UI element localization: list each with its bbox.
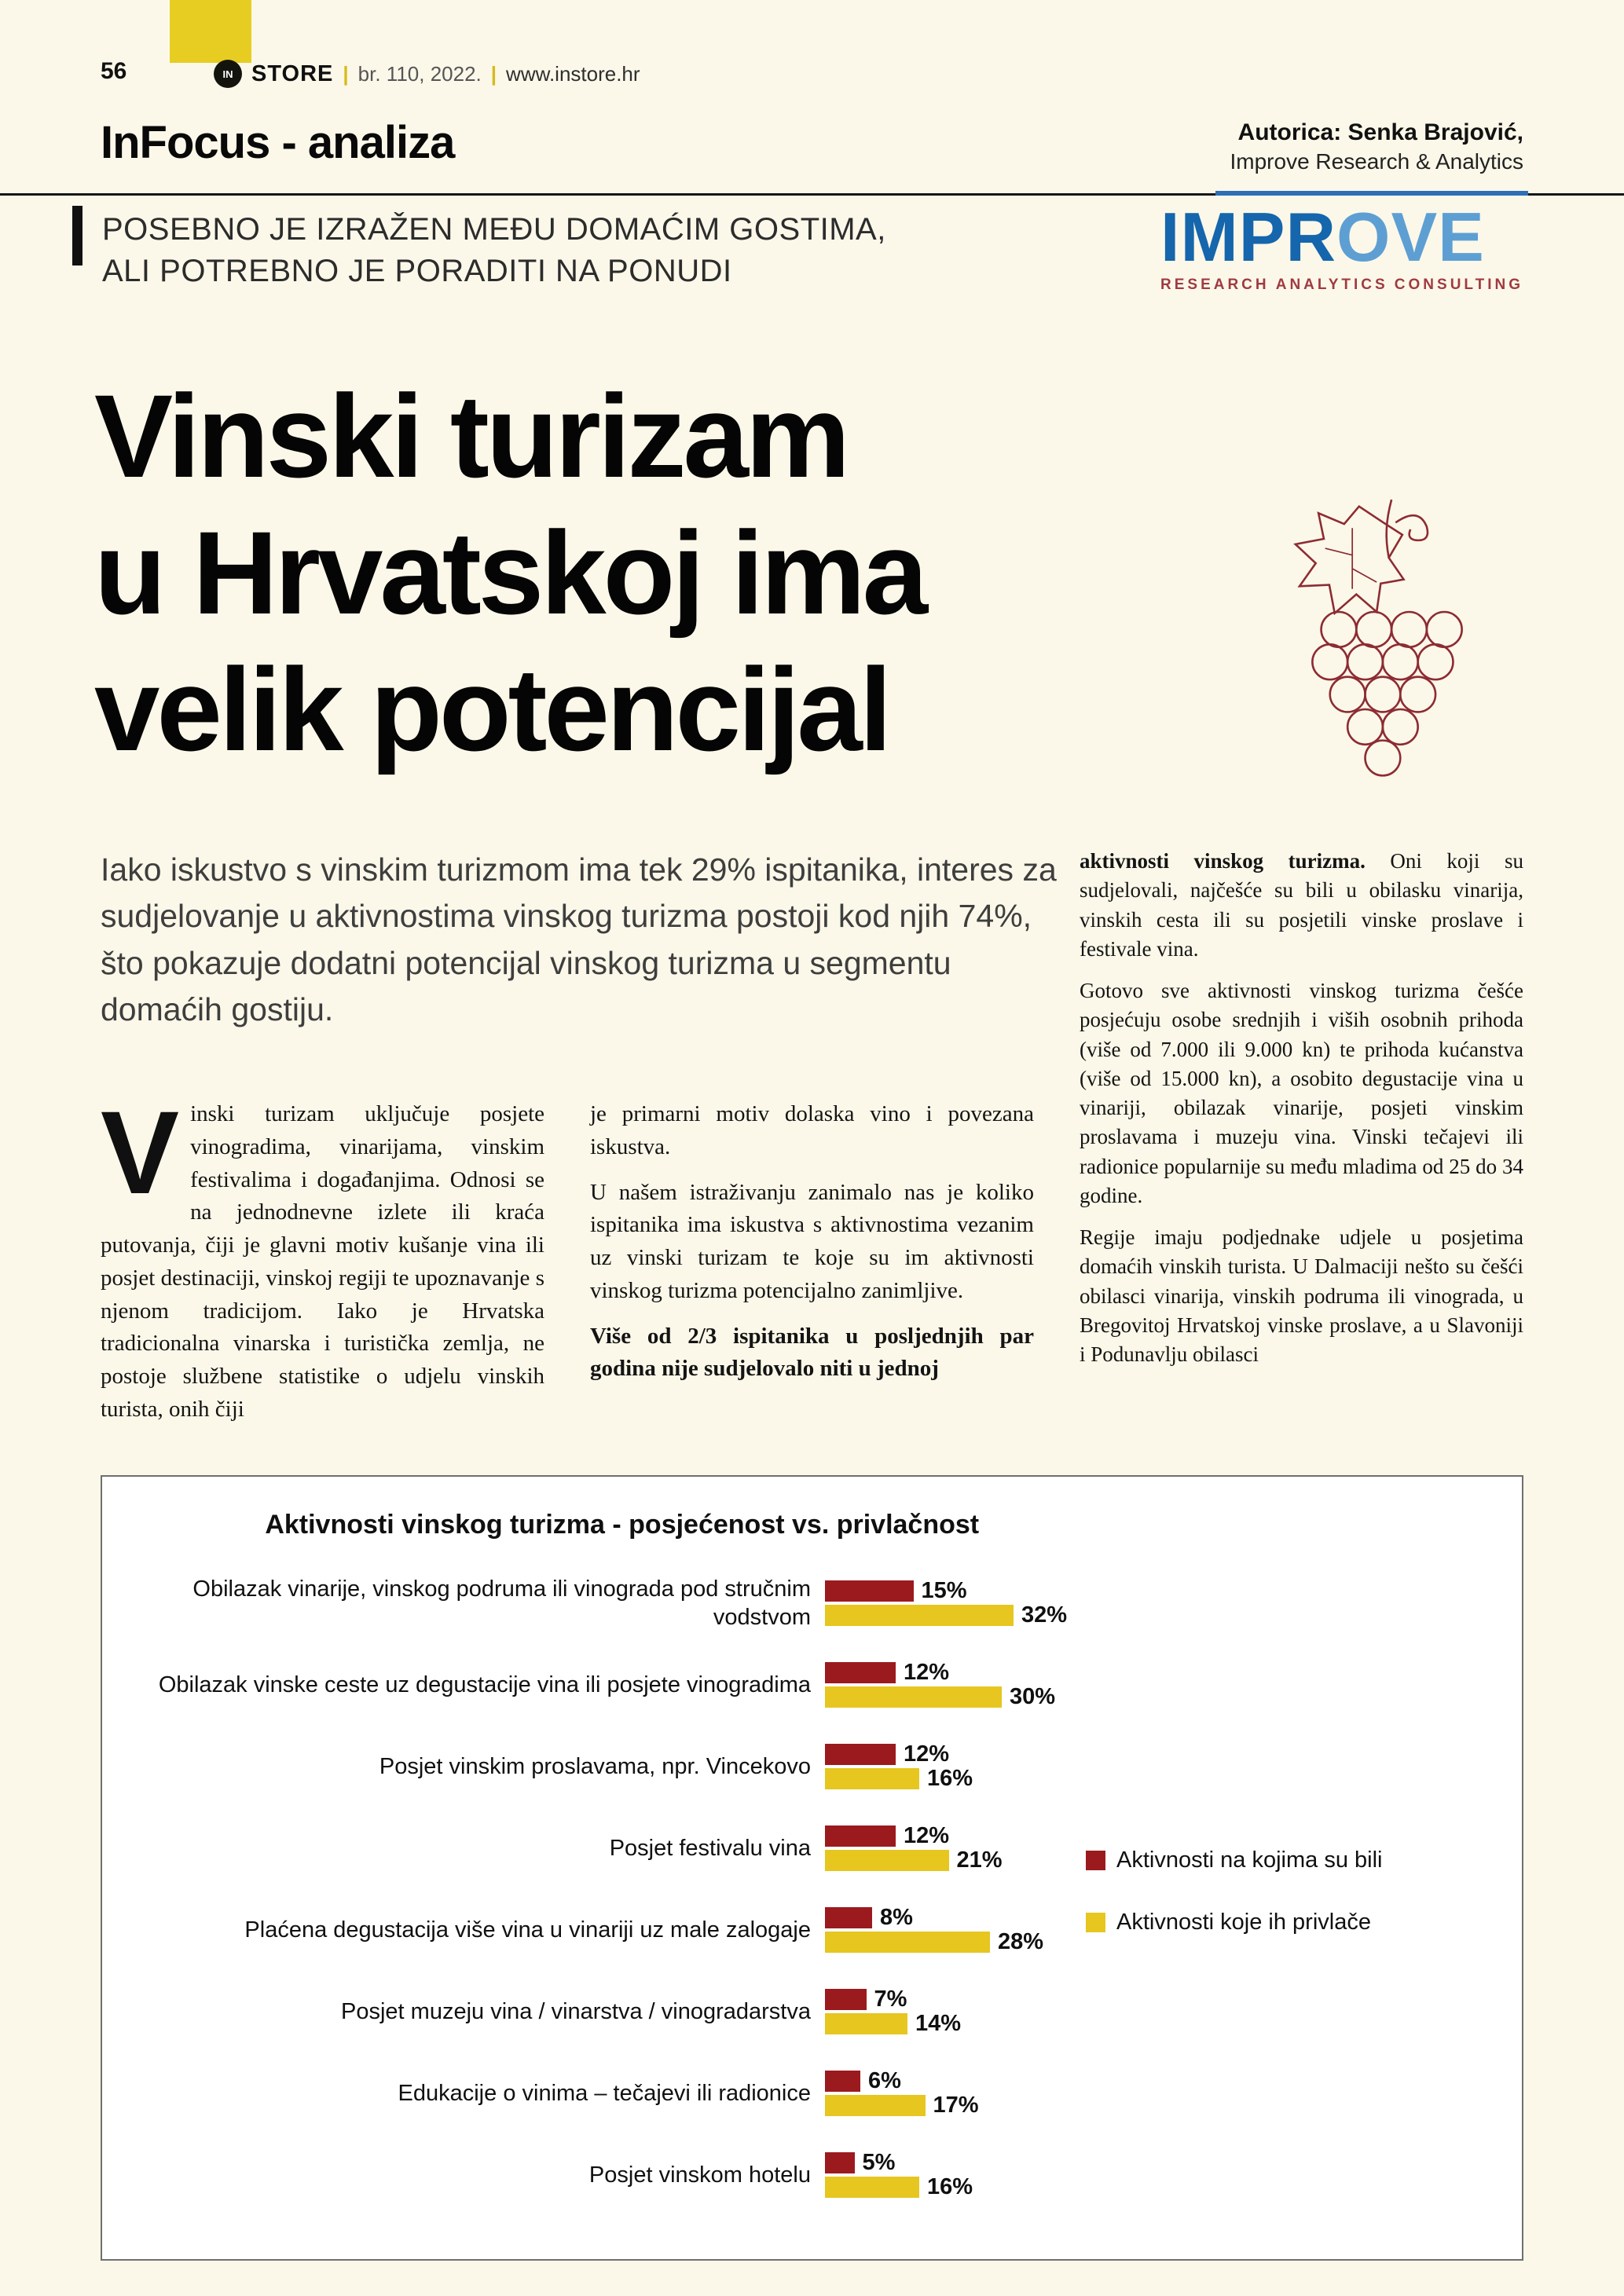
chart-row <box>134 1644 1490 1726</box>
body-text: inski turizam uključuje posjete vinogradima, vinarijama, vinskim festivalima i događanjima. Odnosi se na jednodnevne izlete ili kraća putovanja, čiji je glavni motiv kušanje vina ili posjet destinaciji, vinskoj regiji te upoznavanje s njenom tradicijom. Iako je Hrvatska tradicionalna vinarska i turistička zemlja, ne postoje službene statistike o udjelu vinskih turista, onih čiji <box>101 1101 544 1422</box>
section-title <box>101 116 454 169</box>
section-title-suffix: - analiza <box>281 117 455 168</box>
improve-logo-part1: IMPR <box>1160 198 1336 276</box>
chart-value-label: 30% <box>1010 1684 1056 1709</box>
chart-bar-line <box>825 1824 1003 1848</box>
chart-bar <box>825 1686 1002 1708</box>
chart-bar-group <box>825 1661 1055 1709</box>
chart-value-label: 12% <box>904 1660 950 1685</box>
chart-value-label: 12% <box>904 1823 950 1848</box>
chart-bar-group <box>825 1824 1003 1873</box>
body-text-bold: aktivnosti vinskog turizma. <box>1080 849 1366 873</box>
chart-row <box>134 2134 1490 2216</box>
chart-bar-line <box>825 1848 1003 1873</box>
improve-logo <box>1160 198 1523 294</box>
chart-bar <box>825 2071 860 2092</box>
kicker-line2: ALI POTREBNO JE PORADITI NA PONUDI <box>102 253 732 288</box>
issue-number: br. 110, 2022. <box>357 61 482 86</box>
improve-tagline-analytics: ANALYTICS <box>1275 276 1388 293</box>
chart-bar-group <box>825 2069 979 2118</box>
lead-paragraph: Iako iskustvo s vinskim turizmom ima tek 29% ispitanika, interes za sudjelovanje u aktivnostima vinskog turizma postoji kod njih 74%, što pokazuje dodatni potencijal vinskog turizma u segmentu domaćih gostiju. <box>101 851 1057 1028</box>
chart-value-label: 16% <box>927 2174 973 2199</box>
chart-row <box>134 2052 1490 2134</box>
body-column-1 <box>101 1086 544 1439</box>
chart-bar-group <box>825 1987 961 2036</box>
chart-bar-group <box>825 2151 973 2199</box>
chart-bar-line <box>825 1579 1067 1603</box>
improve-tagline-research: RESEARCH <box>1160 276 1270 293</box>
improve-logo-wordmark <box>1160 198 1523 276</box>
chart-value-label: 12% <box>904 1741 950 1767</box>
chart-bar <box>825 2013 907 2034</box>
chart-bar-line <box>825 1906 1043 1930</box>
chart-value-label: 14% <box>915 2011 962 2036</box>
chart-bar-line <box>825 1685 1055 1709</box>
body-paragraph: Gotovo sve aktivnosti vinskog turizma češće posjećuju osobe srednjih i viših osobnih prihoda (više od 7.000 ili 9.000 kn) te prihoda kućanstva (više od 15.000 kn), a osobito degustacije vina u vinariji, obilazak vinarije, posjeti vinskim proslavama i muzeju vina. Vinski tečajevi ili radionice popularnije su među mladima od 25 do 34 godine. <box>1080 979 1523 1207</box>
body-paragraph: U našem istraživanju zanimalo nas je koliko ispitanika ima iskustva s aktivnostima vezanim uz vinski turizam te koje su im aktivnosti vinskog turizma potencijalno zanimljive. <box>590 1179 1034 1303</box>
author-name: Autorica: Senka Brajović, <box>1237 119 1523 145</box>
chart-bar <box>825 1850 949 1871</box>
masthead <box>214 60 640 88</box>
body-paragraph <box>101 1086 544 1426</box>
chart-bar-line <box>825 2012 961 2036</box>
chart-category-label: Plaćena degustacija više vina u vinariji uz male zalogaje <box>244 1917 811 1943</box>
instore-logo-text: STORE <box>251 60 334 86</box>
body-column-3 <box>1080 847 1523 1382</box>
improve-logo-part2: OVE <box>1336 198 1485 276</box>
section-title-main: InFocus <box>101 117 270 168</box>
chart-bar <box>825 2095 926 2116</box>
chart-value-label: 32% <box>1021 1602 1068 1628</box>
headline-line1: Vinski turizam <box>94 370 848 502</box>
chart-bar-line <box>825 1767 973 1791</box>
masthead-separator: | <box>343 61 349 86</box>
kicker-line1: POSEBNO JE IZRAŽEN MEĐU DOMAĆIM GOSTIMA, <box>102 212 886 247</box>
chart-bar-line <box>825 2093 979 2118</box>
chart-bar <box>825 1932 990 1953</box>
body-paragraph <box>1080 847 1523 964</box>
chart-bar-group <box>825 1579 1067 1628</box>
chart-bar-line <box>825 1742 973 1767</box>
improve-tagline-consulting: CONSULTING <box>1394 276 1523 293</box>
chart-bar-group <box>825 1906 1043 1954</box>
chart-bar <box>825 2152 855 2173</box>
chart-value-label: 21% <box>956 1847 1003 1873</box>
chart-row <box>134 1562 1490 1644</box>
instore-circle-logo-icon: IN <box>214 60 242 88</box>
grapes-icon <box>1251 471 1494 801</box>
chart-bar <box>825 1768 919 1789</box>
body-paragraph: je primarni motiv dolaska vino i povezana iskustva. <box>590 1101 1034 1159</box>
chart-bar <box>825 1662 896 1683</box>
chart-bar-line <box>825 2151 973 2175</box>
body-column-2 <box>590 1098 1034 1398</box>
chart-bar <box>825 1907 872 1928</box>
headline-line2: u Hrvatskoj ima <box>94 507 926 639</box>
chart-category-label: Posjet muzeju vina / vinarstva / vinogradarstva <box>341 1998 811 2024</box>
chart-title: Aktivnosti vinskog turizma - posjećenost vs. privlačnost <box>265 1510 980 1540</box>
article-headline <box>94 368 925 778</box>
page-number: 56 <box>101 58 127 84</box>
chart-category-label: Obilazak vinarije, vinskog podruma ili vinograda pod stručnim vodstvom <box>192 1576 811 1630</box>
chart-bar-group <box>825 1742 973 1791</box>
chart-bar-line <box>825 1930 1043 1954</box>
chart-value-label: 6% <box>868 2068 901 2093</box>
chart-bar <box>825 1825 896 1847</box>
chart-bar <box>825 1605 1014 1626</box>
body-paragraph: Regije imaju podjednake udjele u posjetima domaćih vinskih turista. U Dalmaciji nešto su češći obilasci vinarija, vinskih podruma ili vinograda, u Bregovitoj Hrvatskoj vinske proslave, a u Slavoniji i Podunavlju obilasci <box>1080 1225 1523 1366</box>
chart-value-label: 7% <box>874 1987 907 2012</box>
chart-container <box>101 1475 1523 2261</box>
legend-label: Aktivnosti na kojima su bili <box>1116 1847 1383 1873</box>
body-text: Oni koji su sudjelovali, najčešće su bili u obilasku vinarija, vinskih cesta ili su posjetili vinske proslave i festivale vina. <box>1080 849 1523 961</box>
chart-legend <box>1086 1847 1382 1935</box>
chart-value-label: 5% <box>862 2150 896 2175</box>
chart-category-label: Edukacije o vinima – tečajevi ili radionice <box>398 2080 811 2106</box>
legend-item <box>1086 1847 1382 1873</box>
legend-item <box>1086 1910 1382 1935</box>
chart-bar-line <box>825 1661 1055 1685</box>
chart-value-label: 16% <box>927 1766 973 1791</box>
legend-label: Aktivnosti koje ih privlače <box>1116 1910 1371 1935</box>
drop-cap: V <box>101 1086 180 1218</box>
chart-row <box>134 1971 1490 2052</box>
chart-bar <box>825 1580 914 1602</box>
masthead-separator: | <box>490 61 497 86</box>
author-organization: Improve Research & Analytics <box>1230 149 1523 174</box>
chart-bar-line <box>825 1987 961 2012</box>
chart-value-label: 8% <box>880 1905 913 1930</box>
yellow-accent-block <box>170 0 251 63</box>
chart-bar-line <box>825 2069 979 2093</box>
chart-bar <box>825 1744 896 1765</box>
body-paragraph-bold: Više od 2/3 ispitanika u posljednjih par godina nije sudjelovalo niti u jednoj <box>590 1323 1034 1382</box>
kicker <box>102 209 886 292</box>
legend-swatch <box>1086 1913 1105 1932</box>
chart-value-label: 28% <box>998 1929 1044 1954</box>
legend-swatch <box>1086 1851 1105 1870</box>
chart-category-label: Obilazak vinske ceste uz degustacije vina ili posjete vinogradima <box>158 1672 811 1697</box>
chart-bar-line <box>825 2175 973 2199</box>
chart-bar-line <box>825 1603 1067 1628</box>
chart-row <box>134 1726 1490 1807</box>
header-divider-blue-segment <box>1215 191 1528 196</box>
grape-illustration <box>1251 471 1494 805</box>
improve-logo-tagline <box>1160 276 1523 294</box>
chart-value-label: 17% <box>933 2093 979 2118</box>
headline-line3: velik potencijal <box>94 643 889 775</box>
chart-category-label: Posjet vinskim proslavama, npr. Vincekovo <box>379 1753 811 1779</box>
author-block <box>1230 119 1524 174</box>
kicker-accent-bar <box>72 206 82 265</box>
chart-bar <box>825 2177 919 2198</box>
chart-value-label: 15% <box>921 1578 967 1603</box>
website-url: www.instore.hr <box>506 61 640 86</box>
chart-category-label: Posjet festivalu vina <box>609 1835 811 1861</box>
chart-bar <box>825 1989 867 2010</box>
chart-category-label: Posjet vinskom hotelu <box>588 2162 811 2188</box>
